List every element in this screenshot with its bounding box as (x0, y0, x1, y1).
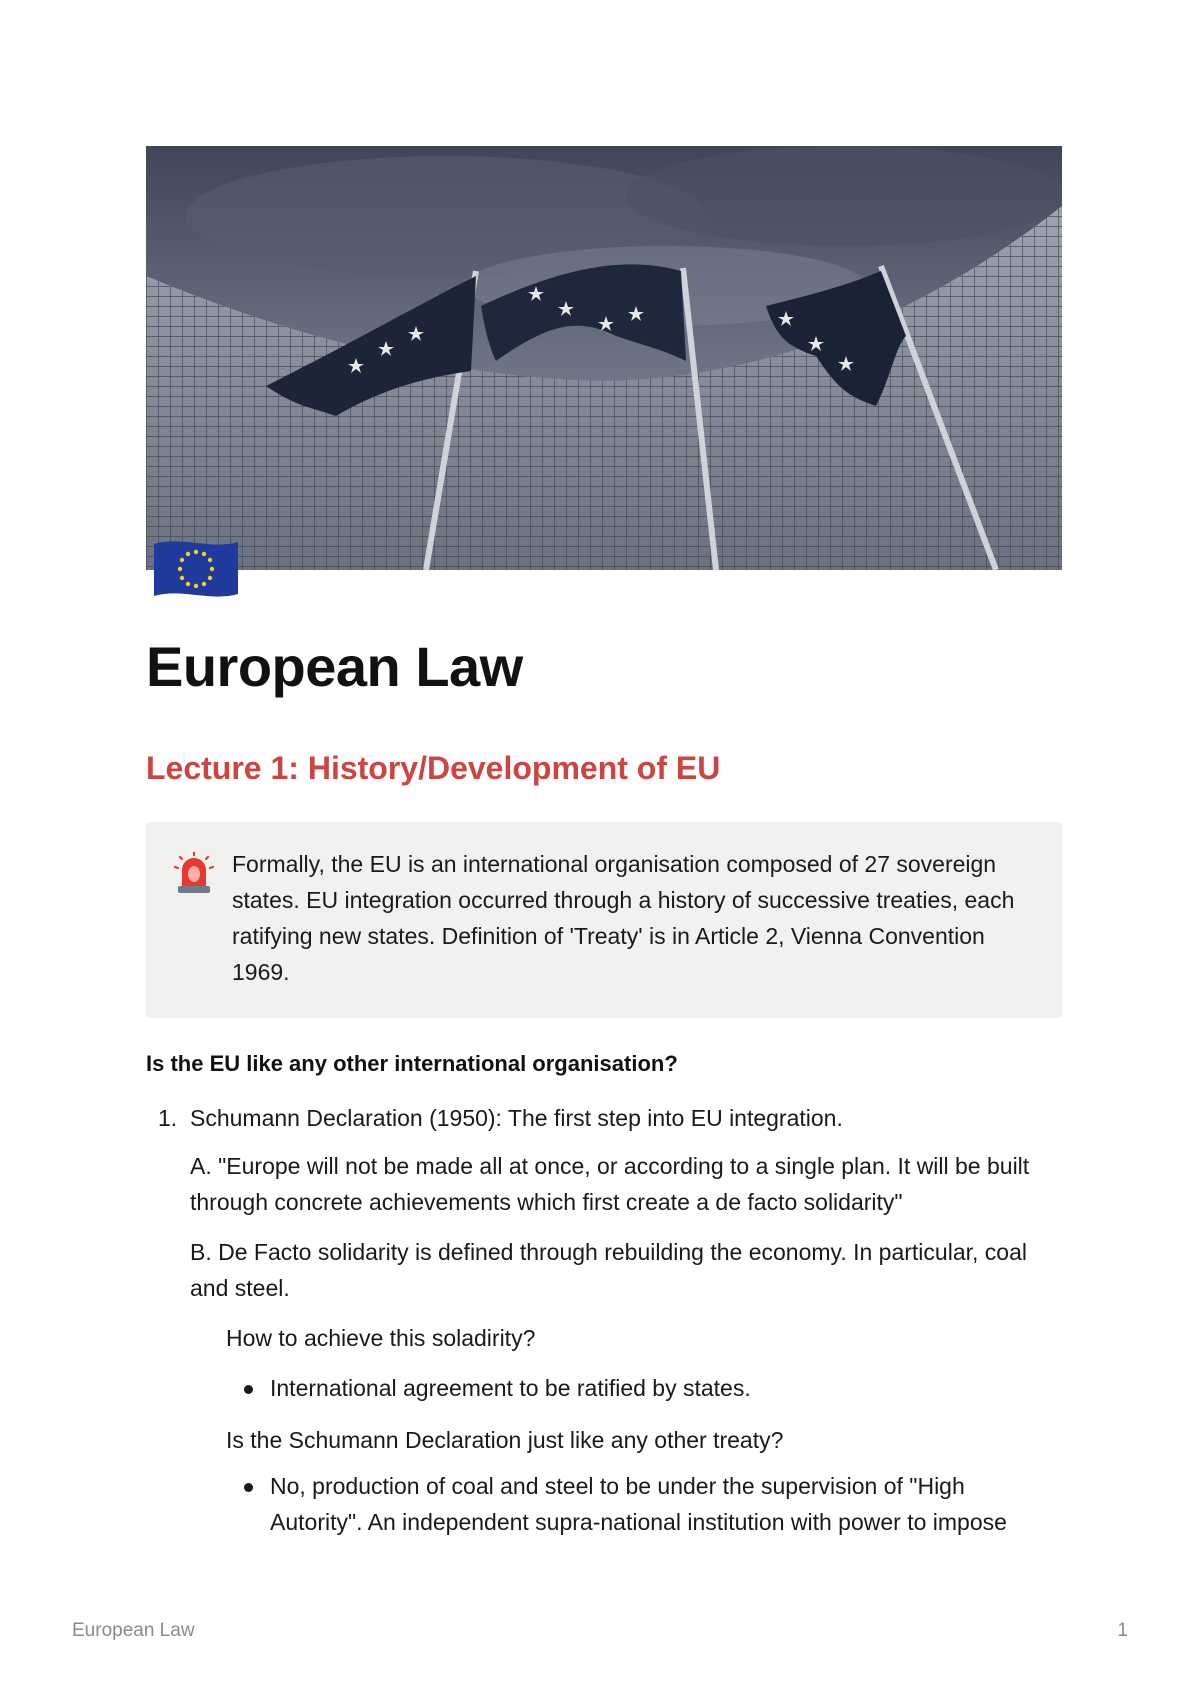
sub-question-schumann: Is the Schumann Declaration just like any other treaty? (226, 1427, 784, 1453)
sub-item-a: A. "Europe will not be made all at once, or according to a single plan. It will be built through concrete achievements which first create a de facto solidarity" (190, 1153, 1030, 1215)
footer-title: European Law (72, 1620, 195, 1641)
bullet-icon (244, 1483, 253, 1492)
list-number: 1. (158, 1105, 178, 1131)
siren-icon (174, 852, 214, 896)
sub-item-b: B. De Facto solidarity is defined through rebuilding the economy. In particular, coal and steel. (190, 1239, 1027, 1301)
bullet-item: International agreement to be ratified by states. (270, 1375, 751, 1401)
list-item: Schumann Declaration (1950): The first step into EU integration. (190, 1105, 843, 1131)
page-number: 1 (1117, 1620, 1128, 1641)
section-question: Is the EU like any other international organisation? (146, 1051, 678, 1076)
sub-question-how: How to achieve this soladirity? (226, 1325, 536, 1351)
document-title: European Law (146, 635, 523, 698)
callout-text: Formally, the EU is an international organisation composed of 27 sovereign states. EU integration occurred through a history of successive treaties, each ratifying new states. Definition of 'Treaty' is in Article 2, Vienna Convention 1969. (232, 851, 1015, 985)
eu-flag-icon (152, 536, 240, 602)
callout-box (146, 822, 1062, 1018)
lecture-heading: Lecture 1: History/Development of EU (146, 750, 721, 786)
bullet-icon (244, 1385, 253, 1394)
bullet-item: No, production of coal and steel to be under the supervision of "High Autority". An independent supra-national institution with power to impose (270, 1473, 1007, 1535)
cover-image (146, 146, 1062, 570)
